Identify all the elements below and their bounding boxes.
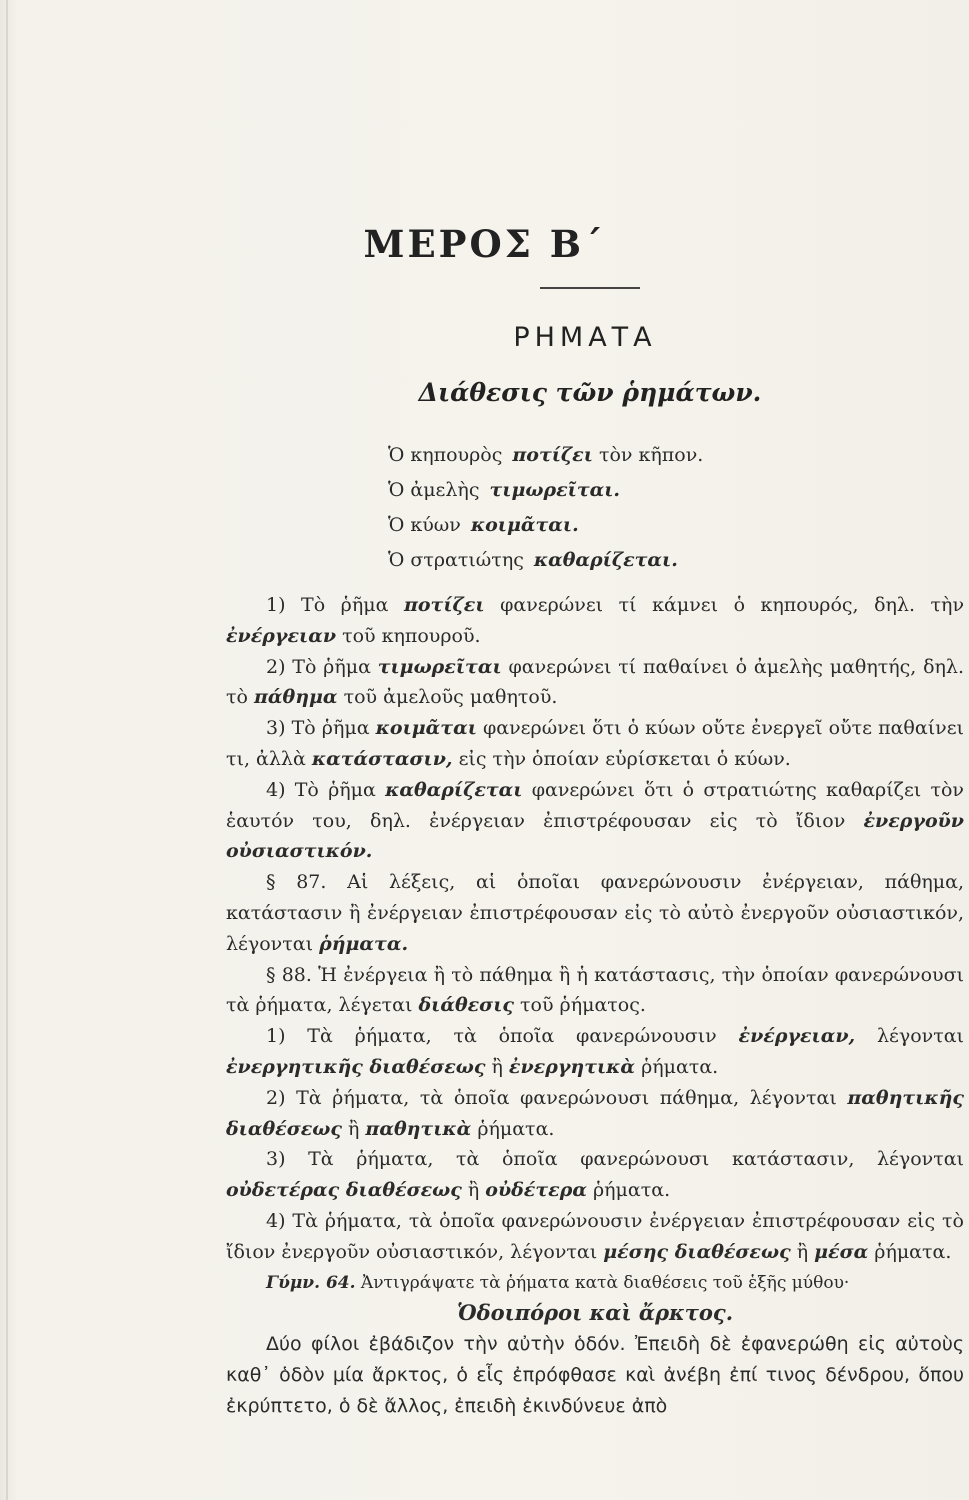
body-text [226, 590, 964, 1422]
example-sentence [388, 438, 713, 473]
exercise-label: Γύμν. 64. [266, 1272, 356, 1293]
example-verb: καθαρίζεται. [533, 549, 678, 571]
example-sentence [388, 473, 713, 508]
part-title: ΜΕΡΟΣ Β΄ [363, 222, 606, 266]
example-sentences [388, 438, 713, 578]
story-text: Δύο φίλοι ἐβάδιζον τὴν αὐτὴν ὁδόν. Ἐπειδὴ δὲ ἐφανερώθη εἰς αὐτοὺς καθ᾿ ὁδὸν μία ἄρκτος, ὁ εἷς ἐπρόφθασε καὶ ἀνέβη ἐπί τινος δένδρου, ὅπου ἐκρύπτετο, ὁ δὲ ἄλλος, ἐπειδὴ ἐκινδύνευε ἀπὸ [226, 1333, 964, 1417]
example-subject: Ὁ κύων [388, 514, 461, 536]
section-title: ΡΗΜΑΤΑ [513, 322, 657, 353]
example-sentence [388, 508, 713, 543]
paragraph-1: 1) Τὸ ῥῆμα ποτίζει φανερώνει τί κάμνει ὁ κηπουρός, δηλ. τὴν ἐνέργειαν τοῦ κηπουροῦ. [226, 594, 964, 647]
subtitle: Διάθεσις τῶν ῥημάτων. [418, 378, 762, 407]
rule-1: 1) Τὰ ῥήματα, τὰ ὁποῖα φανερώνουσιν ἐνέργειαν, λέγονται ἐνεργητικῆς διαθέσεως ἢ ἐνεργητικὰ ῥήματα. [226, 1025, 964, 1078]
example-verb: ποτίζει [512, 444, 593, 466]
paragraph-4: 4) Τὸ ῥῆμα καθαρίζεται φανερώνει ὅτι ὁ στρατιώτης καθαρίζει τὸν ἑαυτόν του, δηλ. ἐνέργειαν ἐπιστρέφουσαν εἰς τὸ ἴδιον ἐνεργοῦν οὐσιαστικόν. [226, 778, 964, 863]
example-object: τὸν κῆπον. [598, 444, 704, 466]
example-subject: Ὁ κηπουρὸς [388, 444, 503, 466]
section-87: § 87. Αἱ λέξεις, αἱ ὁποῖαι φανερώνουσιν ἐνέργειαν, πάθημα, κατάστασιν ἢ ἐνέργειαν ἐπιστρέφουσαν εἰς τὸ αὐτὸ ἐνεργοῦν οὐσιαστικόν, λέγονται ῥήματα. [226, 871, 964, 955]
exercise-instruction [226, 1268, 964, 1299]
example-subject: Ὁ στρατιώτης [388, 549, 524, 571]
paragraph-2: 2) Τὸ ῥῆμα τιμωρεῖται φανερώνει τί παθαίνει ὁ ἀμελὴς μαθητής, δηλ. τὸ πάθημα τοῦ ἀμελοῦς μαθητοῦ. [226, 655, 964, 709]
example-sentence [388, 543, 713, 578]
exercise-text: Ἀντιγράψατε τὰ ῥήματα κατὰ διαθέσεις τοῦ ἑξῆς μύθου· [360, 1272, 850, 1293]
paragraph-3: 3) Τὸ ῥῆμα κοιμᾶται φανερώνει ὅτι ὁ κύων οὔτε ἐνεργεῖ οὔτε παθαίνει τι, ἀλλὰ κατάστασιν, εἰς τὴν ὁποίαν εὑρίσκεται ὁ κύων. [226, 717, 964, 770]
rule-3: 3) Τὰ ῥήματα, τὰ ὁποῖα φανερώνουσι κατάστασιν, λέγονται οὐδετέρας διαθέσεως ἢ οὐδέτερα ῥήματα. [226, 1148, 964, 1202]
rule-2: 2) Τὰ ῥήματα, τὰ ὁποῖα φανερώνουσι πάθημα, λέγονται παθητικῆς διαθέσεως ἢ παθητικὰ ῥήματα. [226, 1086, 964, 1140]
title-rule [540, 287, 640, 289]
example-verb: κοιμᾶται. [470, 514, 579, 536]
example-verb: τιμωρεῖται. [489, 479, 621, 501]
story-title: Ὁδοιπόροι καὶ ἄρκτος. [456, 1300, 734, 1326]
example-subject: Ὁ ἀμελὴς [388, 479, 480, 501]
section-88: § 88. Ἡ ἐνέργεια ἢ τὸ πάθημα ἢ ἡ κατάστασις, τὴν ὁποίαν φανερώνουσι τὰ ῥήματα, λέγεται διάθεσις τοῦ ῥήματος. [226, 963, 964, 1017]
rule-4: 4) Τὰ ῥήματα, τὰ ὁποῖα φανερώνουσιν ἐνέργειαν ἐπιστρέφουσαν εἰς τὸ ἴδιον ἐνεργοῦν οὐσιαστικόν, λέγονται μέσης διαθέσεως ἢ μέσα ῥήματα. [226, 1209, 964, 1263]
